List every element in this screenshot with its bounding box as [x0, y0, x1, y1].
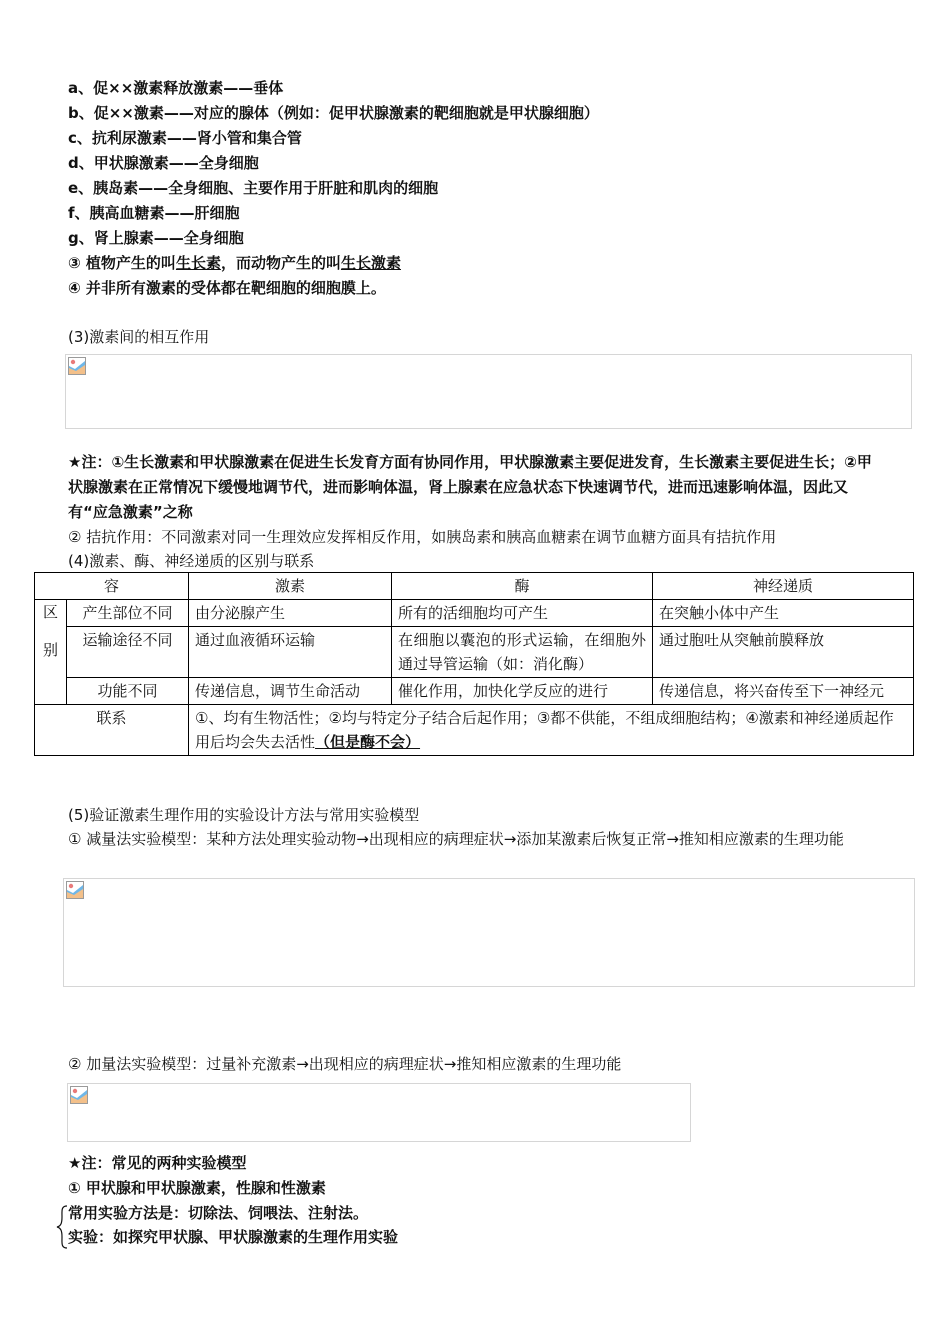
difference-label-1: 区: [42, 603, 58, 621]
table-row: [35, 600, 914, 627]
section-5-title: (5)验证激素生理作用的实验设计方法与常用实验模型: [68, 806, 420, 824]
antagonism-text: ② 拮抗作用：不同激素对同一生理效应发挥相反作用，如胰岛素和胰高血糖素在调节血糖方面具有拮抗作用: [68, 528, 777, 546]
model-1: ① 甲状腺和甲状腺激素，性腺和性激素: [68, 1179, 326, 1197]
table-header-row: [35, 573, 914, 600]
link-cell: [189, 705, 914, 756]
cell-enzyme: 催化作用，加快化学反应的进行: [392, 678, 653, 705]
table-row: [35, 678, 914, 705]
list-item-g: g、肾上腺素——全身细胞: [68, 229, 244, 247]
list-item-a: a、促××激素释放激素——垂体: [68, 79, 284, 97]
link-bold-note: （但是酶不会）: [315, 733, 421, 751]
list-item-e: e、胰岛素——全身细胞、主要作用于肝脏和肌肉的细胞: [68, 179, 439, 197]
note-3-middle: ，而动物产生的叫: [220, 254, 341, 272]
comparison-table: [34, 572, 914, 756]
cell-hormone: 通过血液循环运输: [189, 627, 392, 678]
cell-enzyme: 所有的活细胞均可产生: [392, 600, 653, 627]
star-note-2: ★注：常见的两种实验模型: [68, 1154, 247, 1172]
link-label: 联系: [35, 705, 189, 756]
note-3-prefix: ③ 植物产生的叫: [68, 254, 176, 272]
cell-enzyme: 在细胞以囊泡的形式运输，在细胞外通过导管运输（如：消化酶）: [392, 627, 653, 678]
add-model-text: ② 加量法实验模型：过量补充激素→出现相应的病理症状→推知相应激素的生理功能: [68, 1055, 622, 1073]
broken-image-icon: [70, 1086, 88, 1104]
methods-text: 常用实验方法是：切除法、饲喂法、注射法。: [68, 1204, 369, 1222]
link-text: ①、均有生物活性；②均与特定分子结合后起作用；③都不供能，不组成细胞结构；④激素和神经递质起作用后均会失去活性: [195, 709, 894, 751]
row-label: 功能不同: [67, 678, 189, 705]
cell-hormone: 传递信息，调节生命活动: [189, 678, 392, 705]
left-brace-icon: [56, 1205, 68, 1249]
star-note-1: ★注：①生长激素和甲状腺激素在促进生长发育方面有协同作用，甲状腺激素主要促进发育，生长激素主要促进生长；②甲状腺激素在正常情况下缓慢地调节代，进而影响体温，肾上腺素在应急状态下快速调节代，进而迅速影响体温，因此又有“应急激素”之称: [68, 453, 872, 521]
row-label: 运输途径不同: [67, 627, 189, 678]
image-placeholder-add-model: [67, 1083, 691, 1142]
list-item-b: b、促××激素——对应的腺体（例如：促甲状腺激素的靶细胞就是甲状腺细胞）: [68, 104, 599, 122]
list-item-f: f、胰高血糖素——肝细胞: [68, 204, 240, 222]
broken-image-icon: [66, 881, 84, 899]
cell-hormone: 由分泌腺产生: [189, 600, 392, 627]
section-4-title: (4)激素、酶、神经递质的区别与联系: [68, 552, 315, 570]
note-3: [68, 251, 401, 276]
header-cell-enzyme: 酶: [392, 573, 653, 600]
note-3-term-animal: 生长激素: [340, 254, 401, 272]
note-4: ④ 并非所有激素的受体都在靶细胞的细胞膜上。: [68, 279, 386, 297]
cell-transmitter: 通过胞吐从突触前膜释放: [653, 627, 914, 678]
subtract-model-text: ① 减量法实验模型：某种方法处理实验动物→出现相应的病理症状→添加某激素后恢复正常→推知相应激素的生理功能: [68, 830, 844, 848]
note-3-term-plant: 生长素: [175, 254, 221, 272]
difference-label-2: 别: [42, 641, 58, 659]
cell-transmitter: 在突触小体中产生: [653, 600, 914, 627]
broken-image-icon: [68, 357, 86, 375]
cell-transmitter: 传递信息，将兴奋传至下一神经元: [653, 678, 914, 705]
experiment-text: 实验：如探究甲状腺、甲状腺激素的生理作用实验: [68, 1228, 399, 1246]
table-row-link: [35, 705, 914, 756]
header-cell-content: 容: [35, 573, 189, 600]
section-3-title: (3)激素间的相互作用: [68, 328, 210, 346]
list-item-c: c、抗利尿激素——肾小管和集合管: [68, 129, 302, 147]
image-placeholder-subtract-model: [63, 878, 915, 987]
difference-label-cell: [35, 600, 67, 705]
image-placeholder-interaction: [65, 354, 912, 429]
header-cell-transmitter: 神经递质: [653, 573, 914, 600]
row-label: 产生部位不同: [67, 600, 189, 627]
header-cell-hormone: 激素: [189, 573, 392, 600]
table-row: [35, 627, 914, 678]
list-item-d: d、甲状腺激素——全身细胞: [68, 154, 259, 172]
